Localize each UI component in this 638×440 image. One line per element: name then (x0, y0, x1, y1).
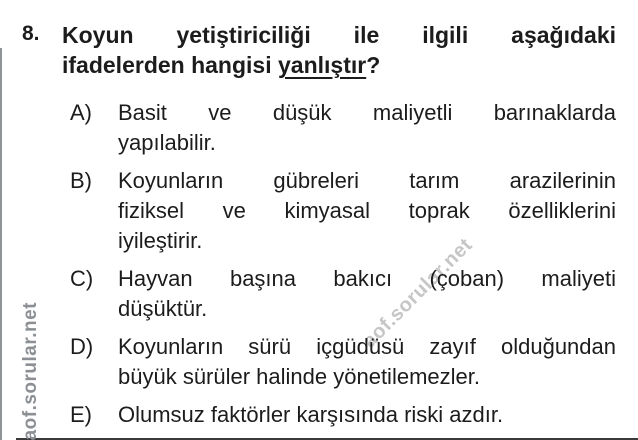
question-text (62, 20, 616, 80)
option-line: iyileştirir. (118, 228, 203, 253)
option-line: Koyunların sürü içgüdüsü zayıf olduğundan (118, 334, 616, 359)
watermark-diagonal: aof.sorular.net (358, 233, 477, 353)
option-c-letter: C) (70, 266, 94, 291)
question-line-2 (62, 50, 616, 80)
option-line: düşüktür. (118, 296, 208, 321)
option-e-letter: E) (70, 402, 92, 427)
option-d-letter: D) (70, 334, 94, 359)
option-e-text (118, 400, 616, 430)
underlined-keyword: yanlıştır (278, 52, 367, 78)
option-line: Basit ve düşük maliyetli barınaklarda (118, 100, 616, 125)
question-line-1: Koyun yetiştiriciliği ile ilgili aşağıdaki (62, 22, 616, 48)
option-line: Olumsuz faktörler karşısında riski azdır. (118, 402, 504, 427)
option-b[interactable] (70, 166, 638, 256)
option-line: fiziksel ve kimyasal toprak özelliklerini (118, 198, 616, 223)
option-d-text (118, 332, 616, 392)
option-d[interactable] (70, 332, 638, 392)
option-b-letter: B) (70, 168, 92, 193)
question-number: 8. (22, 22, 40, 45)
option-b-text (118, 166, 616, 256)
option-a-text (118, 98, 616, 158)
option-a[interactable] (70, 98, 638, 158)
option-c-text (118, 264, 616, 324)
option-a-letter: A) (70, 100, 92, 125)
option-line: Hayvan başına bakıcı (çoban) maliyeti (118, 266, 616, 291)
option-line: Koyunların gübreleri tarım arazilerinin (118, 168, 616, 193)
option-c[interactable] (70, 264, 638, 324)
option-line: büyük sürüler halinde yönetilemezler. (118, 364, 480, 389)
question-line-2-prefix: ifadelerden hangisi (62, 52, 278, 78)
watermark-vertical: aof.sorular.net (20, 301, 41, 440)
option-line: yapılabilir. (118, 130, 216, 155)
question-block (0, 0, 638, 80)
option-e[interactable] (70, 400, 638, 430)
question-mark: ? (366, 52, 381, 78)
options-list (70, 98, 638, 430)
